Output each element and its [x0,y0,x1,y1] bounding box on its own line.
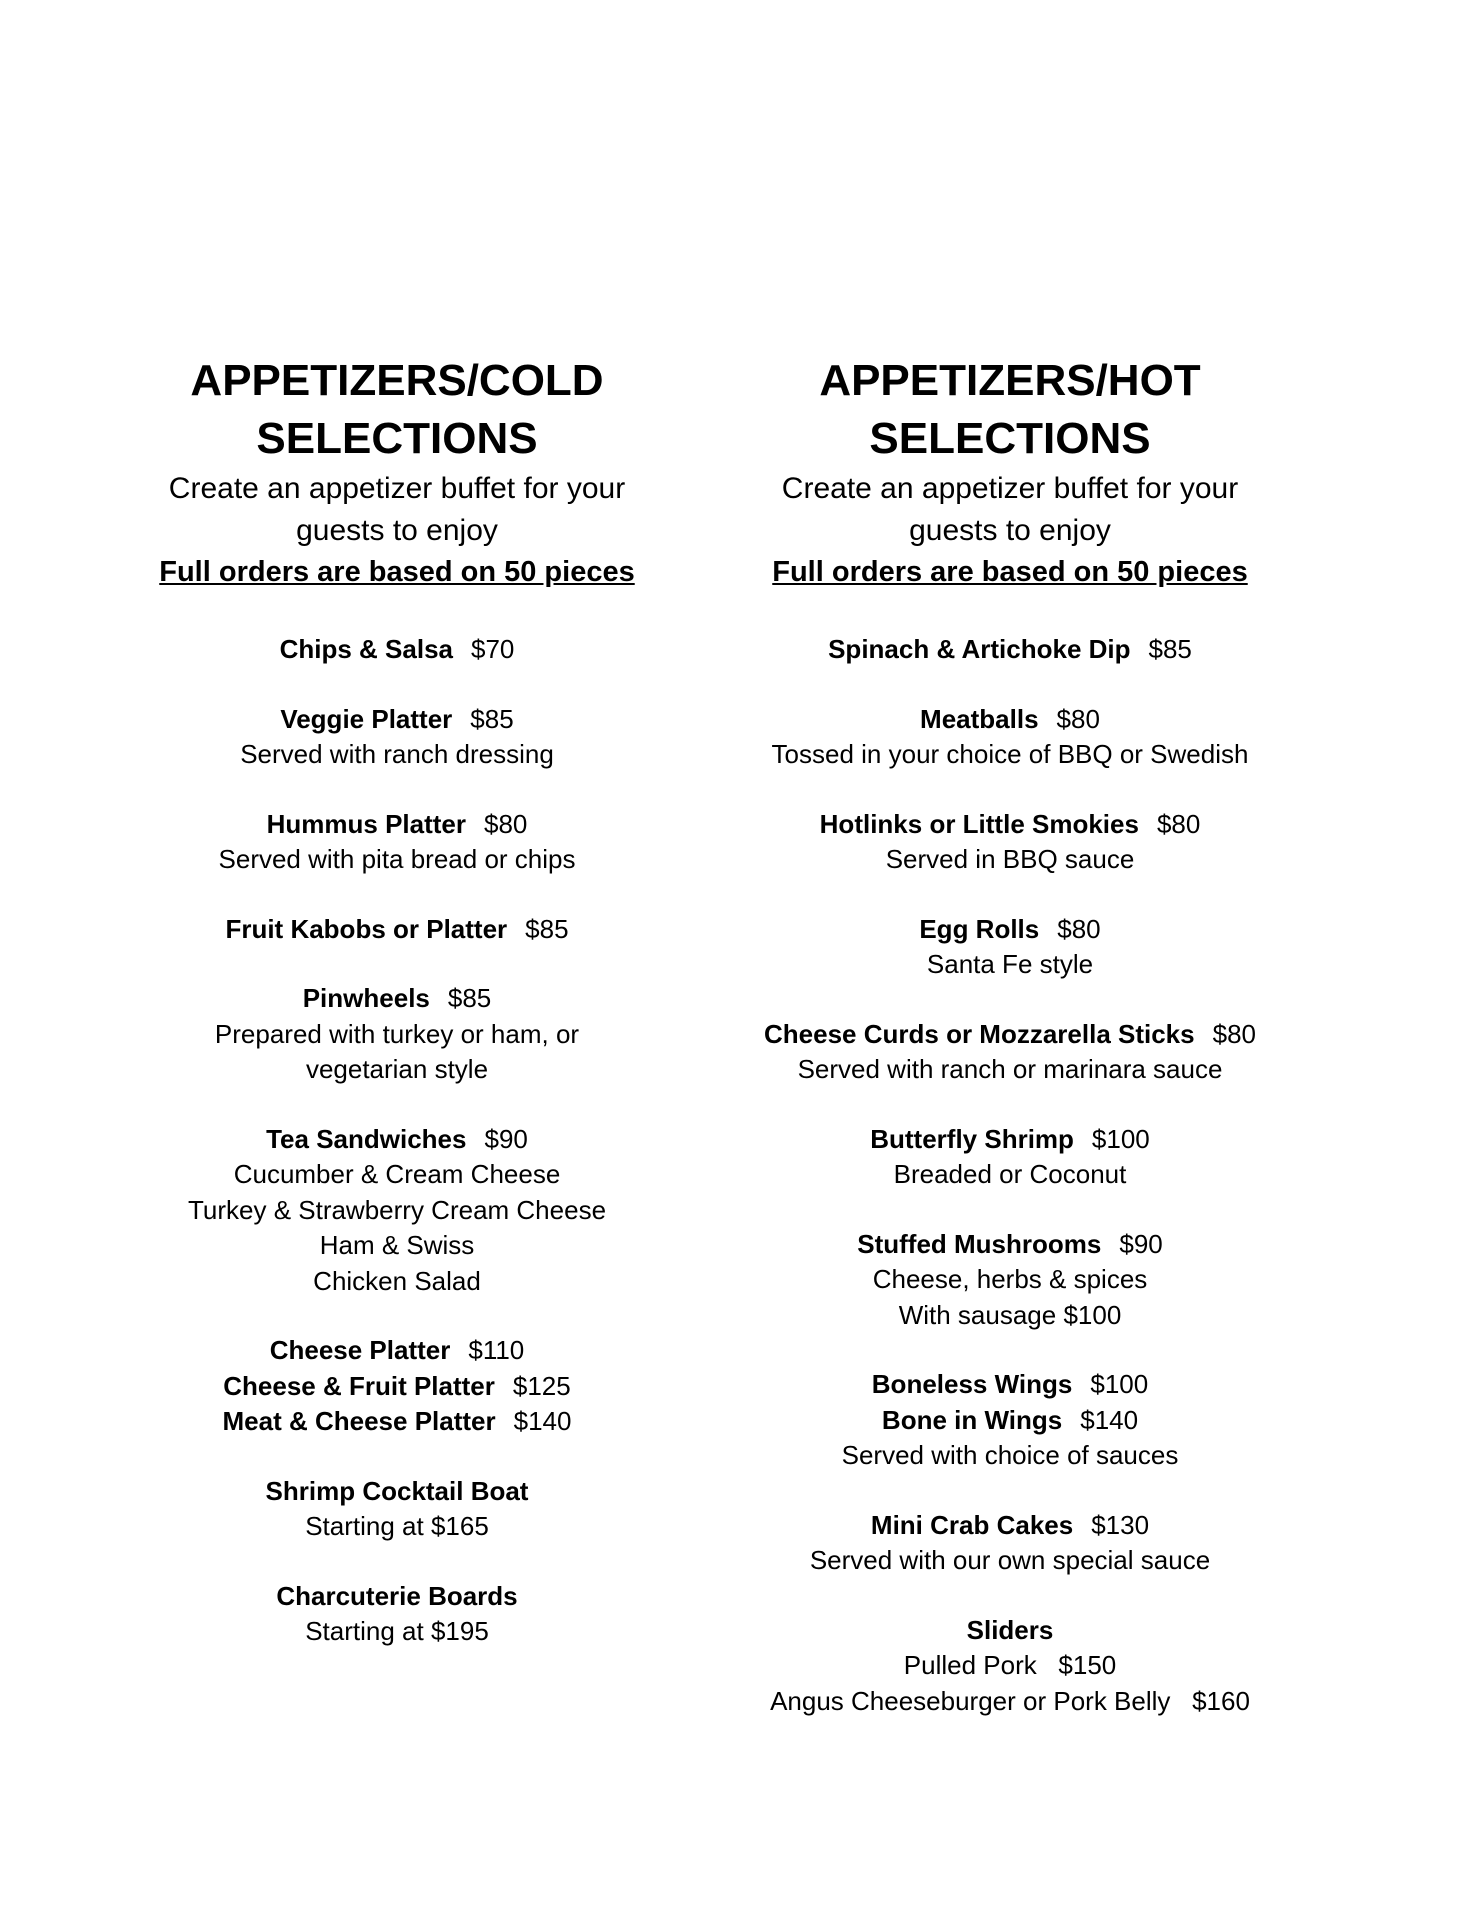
menu-item-price: $85 [470,703,514,734]
section-heading-line: APPETIZERS/HOT [819,356,1201,405]
menu-item-price: $140 [1080,1404,1139,1435]
menu-item-price: $130 [1091,1509,1150,1540]
menu-item-price: $85 [525,913,569,944]
menu-item-price: $100 [1090,1369,1149,1399]
menu-item-description: Tossed in your choice of BBQ or Swedish [771,739,1249,769]
menu-item-name: Meatballs [920,703,1039,734]
menu-item [117,1474,677,1545]
menu-item [730,1227,1290,1334]
order-note: Full orders are based on 50 pieces [159,556,635,588]
section-intro-line: Create an appetizer buffet for your [168,472,626,505]
menu-item-name: Fruit Kabobs or Platter [225,913,508,944]
menu-item-price: $110 [468,1335,525,1365]
menu-item-line [730,1122,1290,1158]
section-intro-line: Create an appetizer buffet for your [781,472,1239,505]
menu-item-name: Meat & Cheese Platter [222,1406,496,1436]
menu-item [730,1367,1290,1474]
menu-item [730,1508,1290,1579]
menu-item-line [117,1579,677,1615]
menu-item-name: Veggie Platter [280,703,453,734]
menu-item-description: Santa Fe style [926,949,1094,979]
menu-item-name: Cheese Curds or Mozzarella Sticks [764,1018,1195,1049]
menu-item-line [730,702,1290,738]
menu-item-description: Cheese, herbs & spices [872,1264,1148,1294]
menu-item-description: Cucumber & Cream Cheese [233,1159,561,1189]
menu-item-line [730,1227,1290,1263]
menu-item-name: Cheese & Fruit Platter [223,1370,495,1401]
menu-item [730,1017,1290,1088]
section-intro-line: guests to enjoy [909,514,1111,547]
menu-item-price: $90 [484,1123,528,1154]
section-intro-line: guests to enjoy [296,514,498,547]
menu-item [730,1122,1290,1193]
menu-item [117,912,677,948]
menu-item-description: Angus Cheeseburger or Pork Belly $160 [770,1685,1250,1716]
menu-item-name: Charcuterie Boards [276,1580,518,1611]
section-intro [117,468,677,552]
cold-selections-column [117,352,677,1684]
menu-item-description: With sausage $100 [898,1299,1122,1330]
menu-item-name: Hotlinks or Little Smokies [819,808,1139,839]
menu-item-line [117,632,677,668]
menu-item [117,807,677,878]
menu-item-name: Shrimp Cocktail Boat [265,1475,529,1506]
menu-item-name: Sliders [966,1614,1054,1645]
menu-item [730,807,1290,878]
menu-item-line [730,1403,1290,1439]
menu-item-line [730,1613,1290,1649]
menu-item-price: $90 [1119,1228,1163,1259]
menu-item-price: $80 [484,808,528,839]
menu-item-name: Chips & Salsa [279,634,453,664]
menu-item-description: Served with ranch or marinara sauce [797,1054,1223,1084]
menu-item-line [117,981,677,1017]
section-heading [117,352,677,468]
menu-item-name: Tea Sandwiches [266,1123,467,1154]
menu-item [730,1613,1290,1720]
menu-item-line [117,1122,677,1158]
menu-item-line [117,1474,677,1510]
menu-item-description: Served with our own special sauce [809,1545,1211,1575]
menu-item-name: Stuffed Mushrooms [857,1228,1102,1259]
menu-item-name: Bone in Wings [881,1404,1063,1435]
menu-item-name: Egg Rolls [919,913,1040,944]
menu-item-description: Served with pita bread or chips [218,844,576,874]
menu-item [117,702,677,773]
menu-item-name: Mini Crab Cakes [870,1509,1074,1540]
menu-item-line [730,912,1290,948]
menu-item-line [117,912,677,948]
menu-item-line [730,1367,1290,1403]
menu-item-name: Boneless Wings [871,1369,1073,1399]
menu-item-description: Starting at $195 [305,1616,489,1646]
menu-item-line [117,807,677,843]
menu-item-description: Served with ranch dressing [240,739,554,769]
section-heading-line: SELECTIONS [256,414,538,463]
menu-item-name: Spinach & Artichoke Dip [828,634,1131,664]
menu-item-name: Cheese Platter [269,1335,451,1365]
menu-item-description: Served in BBQ sauce [885,844,1135,874]
menu-item-name: Hummus Platter [266,808,466,839]
menu-item-price: $100 [1091,1123,1150,1154]
menu-item-description: Ham & Swiss [319,1230,475,1260]
menu-item [117,632,677,668]
order-note: Full orders are based on 50 pieces [772,556,1248,588]
menu-item [730,912,1290,983]
menu-item [117,981,677,1088]
menu-item-line [117,1404,677,1440]
menu-item-price: $85 [1148,634,1192,664]
menu-item-line [730,1017,1290,1053]
section-heading-line: SELECTIONS [869,414,1151,463]
menu-item-description: Starting at $165 [305,1511,489,1541]
section-heading [730,352,1290,468]
section-heading-line: APPETIZERS/COLD [190,356,604,405]
menu-item-price: $70 [471,634,515,664]
menu-item-description: Served with choice of sauces [841,1440,1179,1470]
menu-item-price: $80 [1057,913,1101,944]
menu-item-description: Chicken Salad [313,1265,481,1296]
menu-item-line [117,702,677,738]
menu-item-name: Pinwheels [302,983,430,1013]
menu-item-price: $80 [1056,703,1100,734]
menu-item-price: $80 [1212,1018,1256,1049]
menu-item-price: $85 [447,983,492,1013]
menu-item-price: $80 [1156,808,1201,839]
section-intro [730,468,1290,552]
menu-item [117,1333,677,1440]
menu-item-description: Pulled Pork $150 [903,1650,1117,1680]
menu-item-line [730,1508,1290,1544]
hot-selections-column [730,352,1290,1753]
menu-item [730,702,1290,773]
menu-item-name: Butterfly Shrimp [870,1123,1074,1154]
menu-item-price: $125 [512,1370,571,1401]
menu-item-description: Prepared with turkey or ham, or [214,1018,580,1049]
menu-item-description: Turkey & Strawberry Cream Cheese [187,1194,607,1225]
menu-item-description: vegetarian style [305,1054,489,1084]
menu-item-line [117,1333,677,1369]
menu-item-description: Breaded or Coconut [893,1159,1127,1189]
menu-item [117,1122,677,1300]
menu-item [730,632,1290,668]
menu-item [117,1579,677,1650]
menu-item-line [730,632,1290,668]
menu-item-line [730,807,1290,843]
menu-item-line [117,1369,677,1405]
menu-item-price: $140 [513,1406,572,1436]
